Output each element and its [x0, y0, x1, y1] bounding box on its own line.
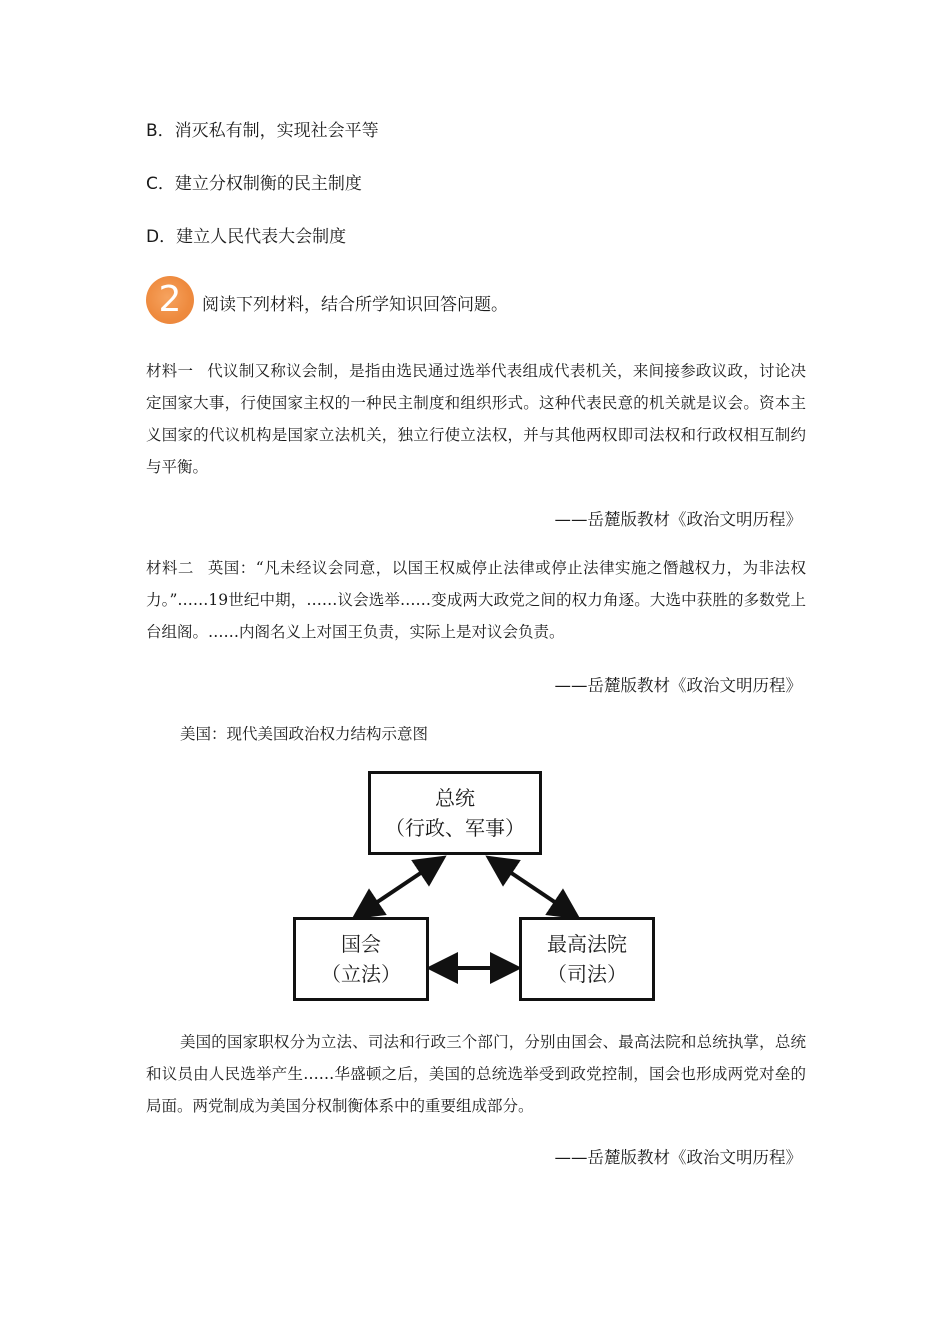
arrow-court-president	[492, 860, 574, 915]
option-d-letter: D．	[146, 227, 177, 247]
option-b	[146, 116, 379, 141]
option-c-text: 建立分权制衡的民主制度	[174, 174, 362, 194]
congress-sub: （立法）	[321, 962, 401, 986]
material-two-source: ——岳麓版教材《政治文明历程》	[554, 676, 802, 695]
option-c-letter: C．	[146, 174, 175, 194]
question-number-badge: 2	[146, 276, 194, 324]
material-two	[146, 552, 806, 648]
court-sub: （司法）	[547, 962, 627, 986]
material-two-text: 英国：“凡未经议会同意，以国王权威停止法律或停止法律实施之僭越权力，为非法权力。”……19世纪中期，……议会选举……变成两大政党之间的权力角逐。大选中获胜的多数党上台组阁。……内阁名义上对国王负责，实际上是对议会负责。	[146, 559, 806, 641]
congress-box	[293, 917, 429, 1001]
material-one-text: 代议制又称议会制，是指由选民通过选举代表组成代表机关，来间接参政议政，讨论决定国家大事，行使国家主权的一种民主制度和组织形式。这种代表民意的机关就是议会。资本主义国家的代议机构是国家立法机关，独立行使立法权，并与其他两权即司法权和行政权相互制约与平衡。	[146, 362, 806, 476]
option-b-letter: B．	[146, 121, 175, 141]
diagram-caption: 美国：现代美国政治权力结构示意图	[180, 725, 429, 743]
arrow-congress-president	[358, 860, 440, 915]
option-c	[146, 169, 362, 194]
material-one-label: 材料一	[146, 362, 194, 380]
material-three-source: ——岳麓版教材《政治文明历程》	[554, 1148, 802, 1167]
president-box	[368, 771, 542, 855]
option-d-text: 建立人民代表大会制度	[176, 227, 347, 247]
president-sub: （行政、军事）	[385, 816, 525, 840]
material-three-text: 美国的国家职权分为立法、司法和行政三个部门，分别由国会、最高法院和总统执掌，总统和议员由人民选举产生……华盛顿之后，美国的总统选举受到政党控制，国会也形成两党对垒的局面。两党制成为美国分权制衡体系中的重要组成部分。	[146, 1033, 806, 1115]
option-d	[146, 222, 346, 247]
court-title: 最高法院	[547, 932, 627, 956]
option-b-text: 消灭私有制，实现社会平等	[174, 121, 379, 141]
material-one	[146, 355, 806, 483]
court-box	[519, 917, 655, 1001]
congress-title: 国会	[341, 932, 381, 956]
material-two-label: 材料二	[146, 559, 194, 577]
material-one-source: ——岳麓版教材《政治文明历程》	[554, 510, 802, 529]
question-prompt: 阅读下列材料，结合所学知识回答问题。	[202, 295, 508, 315]
president-title: 总统	[435, 786, 475, 810]
